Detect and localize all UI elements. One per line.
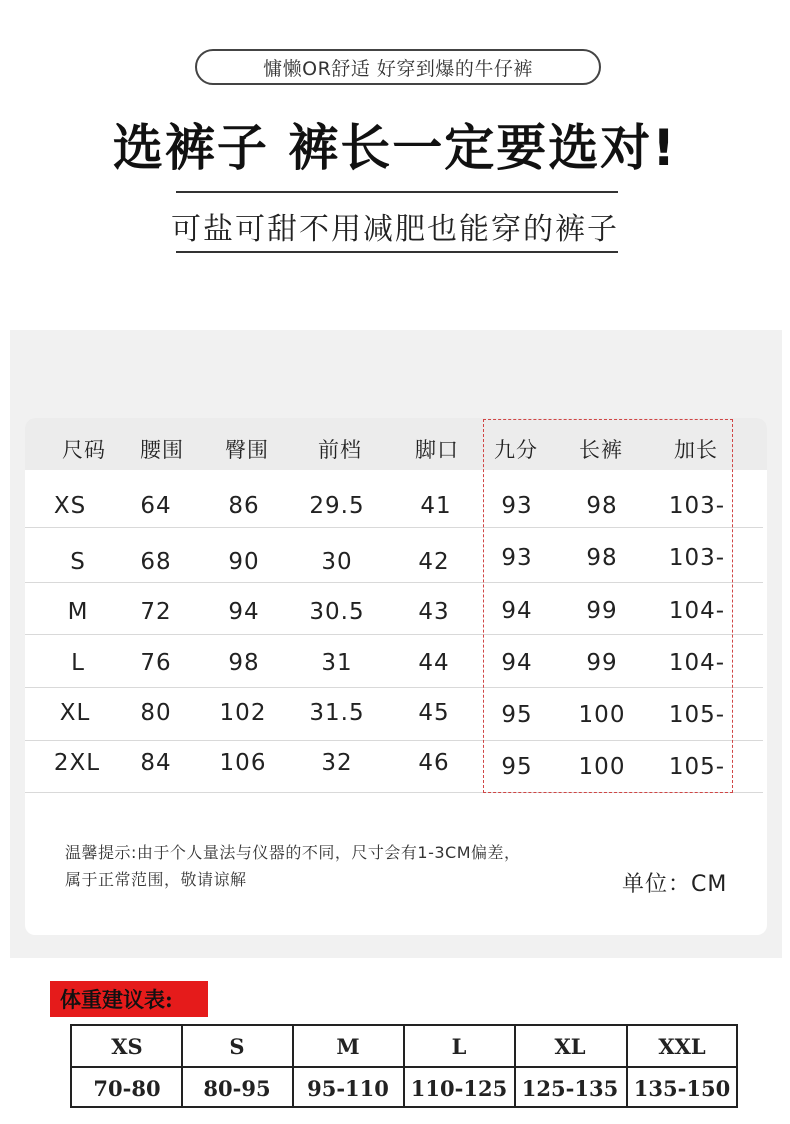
table-cell: XS: [53, 493, 87, 519]
table-cell: 99: [586, 650, 618, 676]
table-cell: 68: [140, 549, 172, 575]
table-cell: 102: [219, 700, 267, 726]
table-cell: 64: [140, 493, 172, 519]
table-cell: XL: [59, 700, 91, 726]
table-cell: 90: [228, 549, 260, 575]
weight-range-cell: 70-80: [93, 1076, 161, 1101]
col-header-waist: 腰围: [140, 438, 184, 462]
table-cell: 41: [420, 493, 452, 519]
table-cell: 104-: [668, 598, 726, 624]
table-cell: M: [67, 599, 89, 625]
weight-col-divider: [514, 1026, 516, 1106]
weight-size-cell: XXL: [658, 1034, 706, 1059]
unit-label: 单位：CM: [622, 872, 728, 897]
table-cell: 98: [586, 545, 618, 571]
weight-range-cell: 110-125: [410, 1076, 508, 1101]
table-cell: 72: [140, 599, 172, 625]
col-header-long: 长裤: [579, 438, 623, 462]
table-cell: 103-: [668, 493, 726, 519]
table-cell: 100: [578, 702, 626, 728]
table-cell: 80: [140, 700, 172, 726]
weight-size-cell: XS: [111, 1034, 143, 1059]
table-cell: 93: [501, 545, 533, 571]
weight-range-cell: 135-150: [633, 1076, 731, 1101]
size-note-line1: 温馨提示:由于个人量法与仪器的不同，尺寸会有1-3CM偏差，: [65, 843, 521, 862]
pill-text: 慵懒OR舒适 好穿到爆的牛仔裤: [263, 57, 533, 80]
table-cell: 45: [418, 700, 450, 726]
col-header-extra: 加长: [674, 438, 718, 462]
top-pill: [195, 49, 601, 85]
col-header-hip: 臀围: [225, 438, 269, 462]
weight-range-cell: 125-135: [521, 1076, 619, 1101]
weight-table: [70, 1024, 738, 1108]
table-cell: 94: [501, 598, 533, 624]
col-header-rise: 前档: [318, 438, 362, 462]
table-cell: 46: [418, 750, 450, 776]
table-cell: 95: [501, 754, 533, 780]
col-header-hem: 脚口: [415, 438, 459, 462]
table-cell: 31.5: [309, 700, 365, 726]
length-highlight-box: [483, 419, 733, 793]
weight-col-divider: [403, 1026, 405, 1106]
weight-size-cell: S: [229, 1034, 245, 1059]
subline-rule-top: [176, 191, 618, 193]
table-cell: 29.5: [309, 493, 365, 519]
table-cell: 84: [140, 750, 172, 776]
table-cell: 42: [418, 549, 450, 575]
table-cell: S: [70, 549, 86, 575]
table-cell: L: [71, 650, 85, 676]
weight-title-text: 体重建议表:: [60, 987, 173, 1012]
table-cell: 32: [321, 750, 353, 776]
weight-col-divider: [181, 1026, 183, 1106]
subline-rule-bottom: [176, 251, 618, 253]
table-cell: 106: [219, 750, 267, 776]
table-cell: 105-: [668, 702, 726, 728]
col-header-ninth: 九分: [494, 438, 538, 462]
subline: 可盐可甜不用减肥也能穿的裤子: [171, 212, 619, 247]
weight-col-divider: [292, 1026, 294, 1106]
table-cell: 94: [228, 599, 260, 625]
table-cell: 94: [501, 650, 533, 676]
weight-range-cell: 95-110: [307, 1076, 389, 1101]
table-cell: 93: [501, 493, 533, 519]
weight-range-cell: 80-95: [203, 1076, 271, 1101]
table-cell: 99: [586, 598, 618, 624]
size-note-line2: 属于正常范围，敬请谅解: [65, 870, 247, 889]
weight-size-cell: L: [451, 1034, 467, 1059]
table-cell: 86: [228, 493, 260, 519]
col-header-size: 尺码: [62, 438, 106, 462]
table-cell: 43: [418, 599, 450, 625]
table-cell: 30: [321, 549, 353, 575]
table-cell: 105-: [668, 754, 726, 780]
headline: 选裤子 裤长一定要选对!: [112, 119, 678, 177]
table-cell: 104-: [668, 650, 726, 676]
weight-size-cell: M: [336, 1034, 360, 1059]
table-cell: 98: [228, 650, 260, 676]
table-cell: 95: [501, 702, 533, 728]
weight-col-divider: [626, 1026, 628, 1106]
table-cell: 103-: [668, 545, 726, 571]
table-cell: 44: [418, 650, 450, 676]
weight-table-title: [50, 981, 208, 1017]
table-cell: 98: [586, 493, 618, 519]
table-cell: 31: [321, 650, 353, 676]
table-cell: 76: [140, 650, 172, 676]
weight-size-cell: XL: [554, 1034, 586, 1059]
table-cell: 2XL: [53, 750, 101, 776]
table-cell: 30.5: [309, 599, 365, 625]
table-cell: 100: [578, 754, 626, 780]
